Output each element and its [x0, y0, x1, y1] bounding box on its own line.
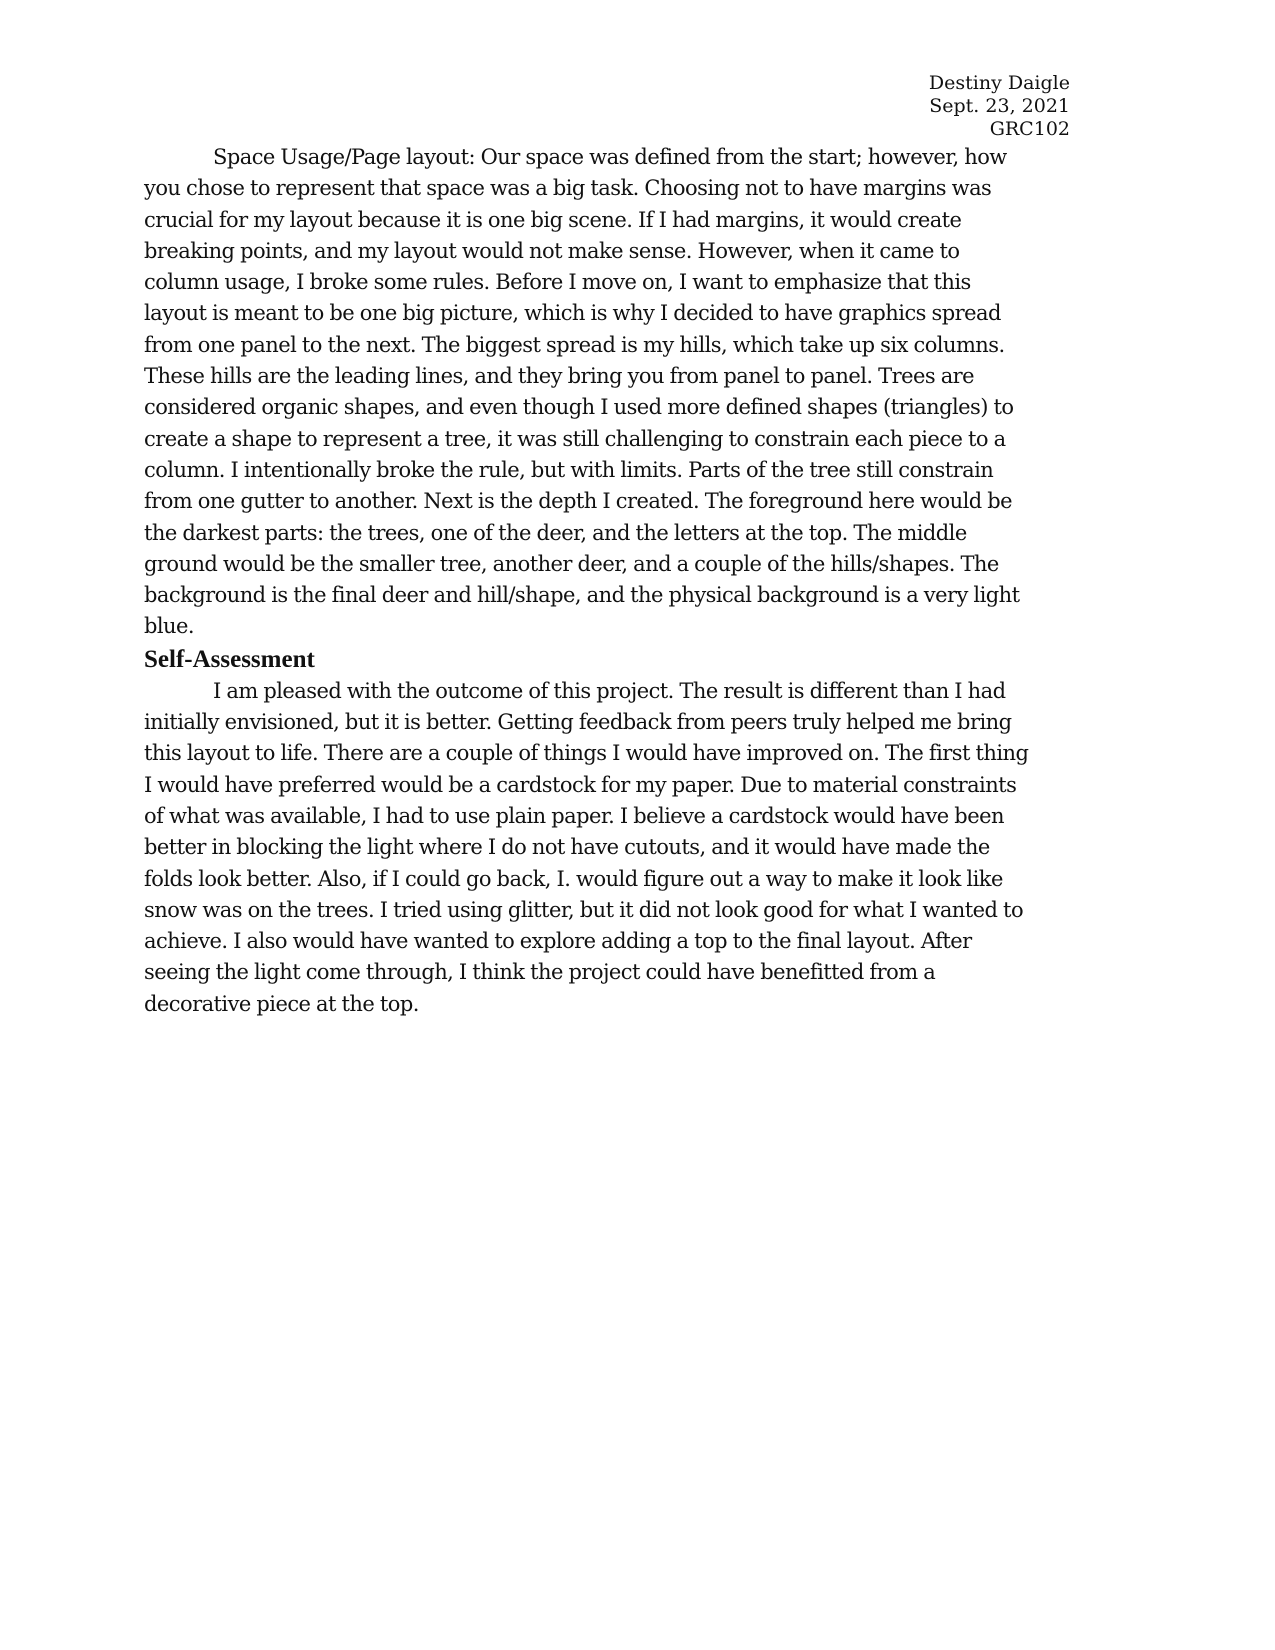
- paragraph-line: breaking points, and my layout would not make sense. However, when it came to: [144, 238, 960, 263]
- paragraph-line: considered organic shapes, and even though I used more defined shapes (triangles) to: [144, 395, 1014, 420]
- paragraph-line: seeing the light come through, I think the project could have benefitted from a: [144, 960, 936, 985]
- paragraph-line: These hills are the leading lines, and they bring you from panel to panel. Trees are: [144, 364, 975, 389]
- space-usage-paragraph: [144, 142, 1084, 643]
- section-heading: Self-Assessment: [144, 645, 315, 673]
- paragraph-line: you chose to represent that space was a big task. Choosing not to have margins was: [144, 176, 992, 201]
- self-assessment-paragraph: [144, 676, 1084, 1020]
- paragraph-line: folds look better. Also, if I could go back, I. would figure out a way to make it look like: [144, 866, 1003, 891]
- paragraph-line: Space Usage/Page layout: Our space was defined from the start; however, how: [213, 145, 1007, 169]
- course-code: GRC102: [989, 118, 1070, 140]
- paragraph-line: from one gutter to another. Next is the depth I created. The foreground here would be: [144, 489, 1013, 514]
- paragraph-line: from one panel to the next. The biggest spread is my hills, which take up six columns.: [144, 332, 1005, 357]
- paragraph-line: column. I intentionally broke the rule, but with limits. Parts of the tree still constrain: [144, 457, 994, 482]
- paragraph-line: layout is meant to be one big picture, which is why I decided to have graphics spread: [144, 301, 1001, 326]
- paragraph-line: initially envisioned, but it is better. Getting feedback from peers truly helped me bring: [144, 710, 1012, 735]
- paragraph-line: this layout to life. There are a couple of things I would have improved on. The first thing: [144, 741, 1029, 766]
- document-body: [144, 142, 1084, 1020]
- paragraph-line: the darkest parts: the trees, one of the deer, and the letters at the top. The middle: [144, 520, 967, 545]
- paragraph-line: I am pleased with the outcome of this project. The result is different than I had: [213, 678, 1006, 703]
- paragraph-line: background is the final deer and hill/shape, and the physical background is a very light: [144, 583, 1020, 608]
- paragraph-line: crucial for my layout because it is one big scene. If I had margins, it would create: [144, 207, 962, 232]
- paragraph-line: I would have preferred would be a cardstock for my paper. Due to material constraints: [144, 772, 1017, 797]
- document-date: Sept. 23, 2021: [929, 95, 1070, 117]
- author-name: Destiny Daigle: [928, 72, 1070, 94]
- paragraph-line: column usage, I broke some rules. Before I move on, I want to emphasize that this: [144, 270, 971, 295]
- paragraph-line: better in blocking the light where I do not have cutouts, and it would have made the: [144, 835, 990, 860]
- paragraph-line: blue.: [144, 614, 195, 639]
- document-header: [929, 72, 1070, 141]
- paragraph-line: ground would be the smaller tree, another deer, and a couple of the hills/shapes. The: [144, 551, 999, 576]
- paragraph-line: of what was available, I had to use plain paper. I believe a cardstock would have been: [144, 803, 1004, 828]
- paragraph-line: create a shape to represent a tree, it was still challenging to constrain each piece to a: [144, 426, 1006, 451]
- paragraph-line: achieve. I also would have wanted to explore adding a top to the final layout. After: [144, 929, 972, 954]
- paragraph-line: snow was on the trees. I tried using glitter, but it did not look good for what I wanted to: [144, 897, 1024, 922]
- paragraph-line: decorative piece at the top.: [144, 991, 419, 1016]
